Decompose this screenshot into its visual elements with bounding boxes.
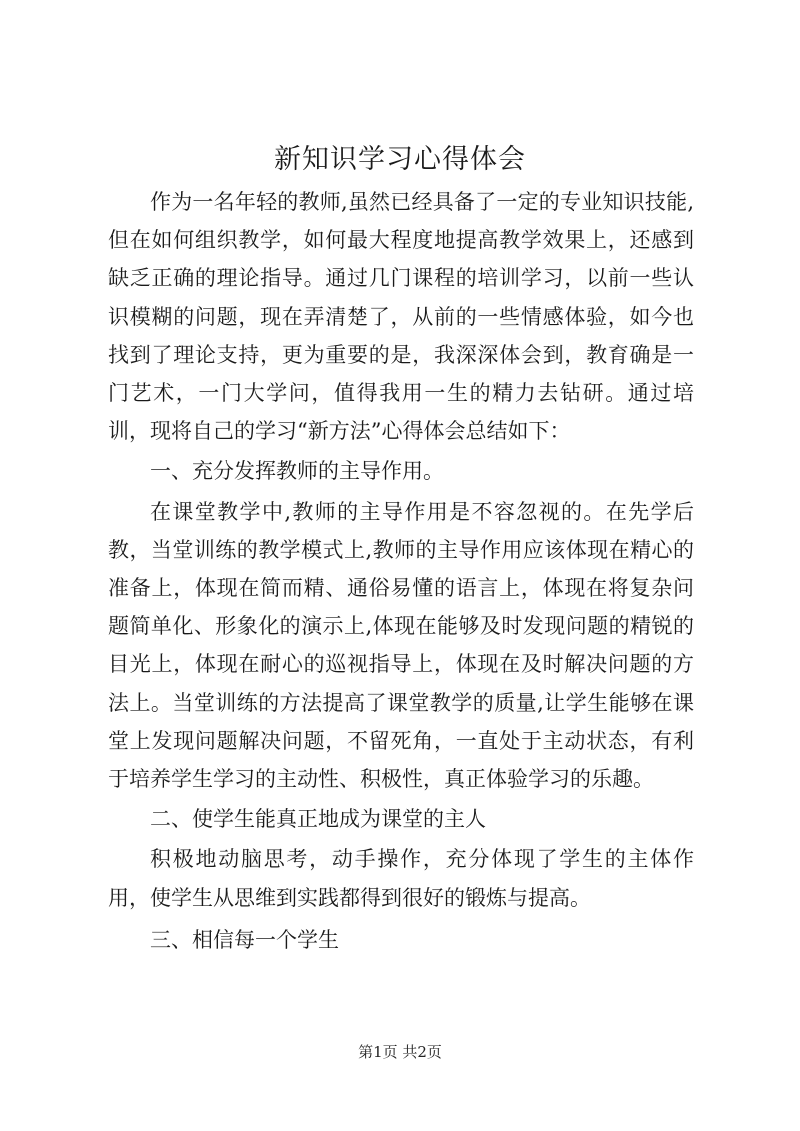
page-footer: 第1页 共2页 — [358, 1043, 442, 1061]
document-body — [108, 183, 694, 959]
section-heading-1: 一、充分发挥教师的主导作用。 — [150, 459, 444, 484]
section-heading-3: 三、相信每一个学生 — [150, 927, 339, 952]
section-heading-2: 二、使学生能真正地成为课堂的主人 — [150, 807, 486, 832]
paragraph-section-2: 积极地动脑思考，动手操作，充分体现了学生的主体作用，使学生从思维到实践都得到很好的锻炼与提高。 — [108, 847, 694, 910]
document-title: 新知识学习心得体会 — [274, 144, 526, 175]
paragraph-intro: 作为一名年轻的教师,虽然已经具备了一定的专业知识技能,但在如何组织教学，如何最大程度地提高教学效果上，还感到缺乏正确的理论指导。通过几门课程的培训学习，以前一些认识模糊的问题，现在弄清楚了，从前的一些情感体验，如今也找到了理论支持，更为重要的是，我深深体会到，教育确是一门艺术，一门大学问，值得我用一生的精力去钻研。通过培训，现将自己的学习“新方法”心得体会总结如下： — [108, 190, 694, 444]
paragraph-section-1: 在课堂教学中,教师的主导作用是不容忽视的。在先学后教，当堂训练的教学模式上,教师的主导作用应该体现在精心的准备上，体现在简而精、通俗易懂的语言上，体现在将复杂问题简单化、形象化的演示上,体现在能够及时发现问题的精锐的目光上，体现在耐心的巡视指导上，体现在及时解决问题的方法上。当堂训练的方法提高了课堂教学的质量,让学生能够在课堂上发现问题解决问题，不留死角，一直处于主动状态，有利于培养学生学习的主动性、积极性，真正体验学习的乐趣。 — [108, 499, 694, 792]
